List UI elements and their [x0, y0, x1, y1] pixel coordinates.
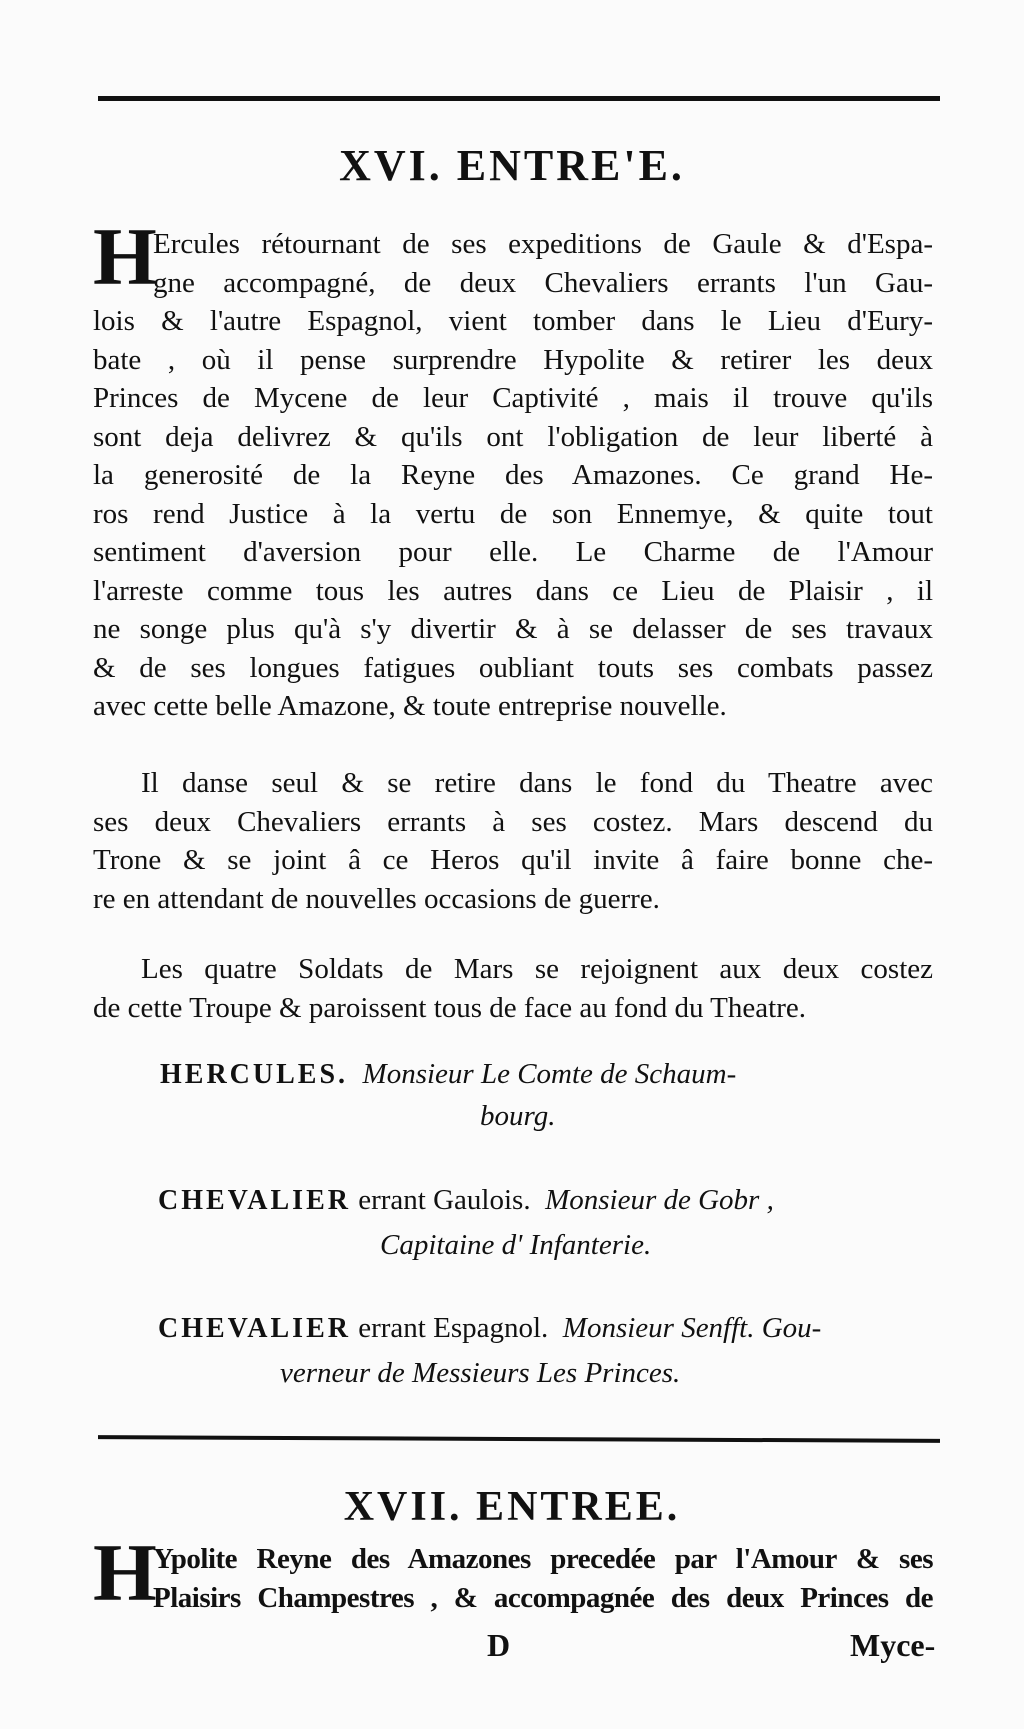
paragraph-soldats: [93, 950, 933, 1027]
text-line: & de ses longues fatigues oubliant touts ses combats passez: [93, 651, 933, 684]
text-line: Ypolite Reyne des Amazones precedée par l'Amour & ses: [153, 1543, 933, 1575]
cast-actor-continuation: [380, 1229, 651, 1262]
text-line: lois & l'autre Espagnol, vient tomber dans le Lieu d'Eury-: [93, 305, 933, 337]
text-line: Plaisirs Champestres , & accompagnée des deux Princes de: [153, 1581, 933, 1614]
text-line: ses deux Chevaliers errants à ses costez. Mars descend du: [93, 805, 933, 838]
cast-entry-hercules: [160, 1058, 736, 1091]
cast-role-suffix: errant Gaulois.: [350, 1184, 531, 1216]
text-line: sont deja delivrez & qu'ils ont l'obligation de leur liberté à: [93, 420, 933, 453]
text-line: Il danse seul & se retire dans le fond du Theatre avec: [141, 767, 933, 799]
text-line: Ercules rétournant de ses expeditions de Gaule & d'Espa-: [153, 228, 933, 260]
text-line: bate , où il pense surprendre Hypolite & retirer les deux: [93, 343, 933, 376]
drop-cap: H: [93, 1527, 157, 1618]
text-line: re en attendant de nouvelles occasions de guerre.: [93, 882, 660, 915]
text-line: ne songe plus qu'à s'y divertir & à se delasser de ses travaux: [93, 613, 933, 645]
cast-entry-chevalier-gaulois: [158, 1184, 774, 1217]
cast-role: CHEVALIER: [158, 1185, 351, 1216]
paragraph-hercules: [93, 225, 933, 726]
text-line: Les quatre Soldats de Mars se rejoignent aux deux costez: [141, 953, 933, 985]
cast-role: CHEVALIER: [158, 1313, 351, 1344]
text-line: la generosité de la Reyne des Amazones. Ce grand He-: [93, 459, 933, 491]
cast-actor-continuation: [480, 1100, 555, 1133]
cast-actor-cont: verneur de Messieurs Les Princes.: [280, 1357, 681, 1389]
text-line: ros rend Justice à la vertu de son Ennemye, & quite tout: [93, 497, 933, 530]
text-line: l'arreste comme tous les autres dans ce Lieu de Plaisir , il: [93, 574, 933, 607]
cast-role-suffix: errant Espagnol.: [350, 1312, 549, 1344]
cast-actor: Monsieur Senfft. Gou-: [562, 1312, 822, 1344]
cast-actor-cont: Capitaine d' Infanterie.: [380, 1229, 652, 1261]
cast-entry-chevalier-espagnol: [158, 1312, 821, 1345]
text-line: de cette Troupe & paroissent tous de face au fond du Theatre.: [93, 991, 806, 1024]
text-line: Trone & se joint â ce Heros qu'il invite â faire bonne che-: [93, 844, 933, 876]
catchword: Myce-: [850, 1627, 936, 1663]
cast-actor-cont: bourg.: [480, 1100, 556, 1132]
cast-role: HERCULES.: [160, 1059, 349, 1090]
cast-actor-continuation: [280, 1357, 680, 1390]
paragraph-danse: [93, 764, 933, 918]
text-line: gne accompagné, de deux Chevaliers errants l'un Gau-: [153, 266, 933, 299]
section-title-xvii: XVII. ENTREE.: [343, 1484, 681, 1530]
section-title-xvi: XVI. ENTRE'E.: [339, 141, 685, 190]
signature-mark: D: [487, 1627, 511, 1663]
cast-actor: Monsieur Le Comte de Schaum-: [362, 1058, 737, 1090]
text-line: avec cette belle Amazone, & toute entreprise nouvelle.: [93, 690, 727, 722]
text-line: Princes de Mycene de leur Captivité , mais il trouve qu'ils: [93, 382, 933, 414]
paragraph-hypolite: [93, 1540, 933, 1617]
text-line: sentiment d'aversion pour elle. Le Charme de l'Amour: [93, 536, 933, 568]
drop-cap: H: [93, 211, 157, 302]
section-divider-rule: [98, 1435, 940, 1443]
cast-actor: Monsieur de Gobr ,: [545, 1184, 774, 1216]
top-rule: [98, 96, 940, 101]
